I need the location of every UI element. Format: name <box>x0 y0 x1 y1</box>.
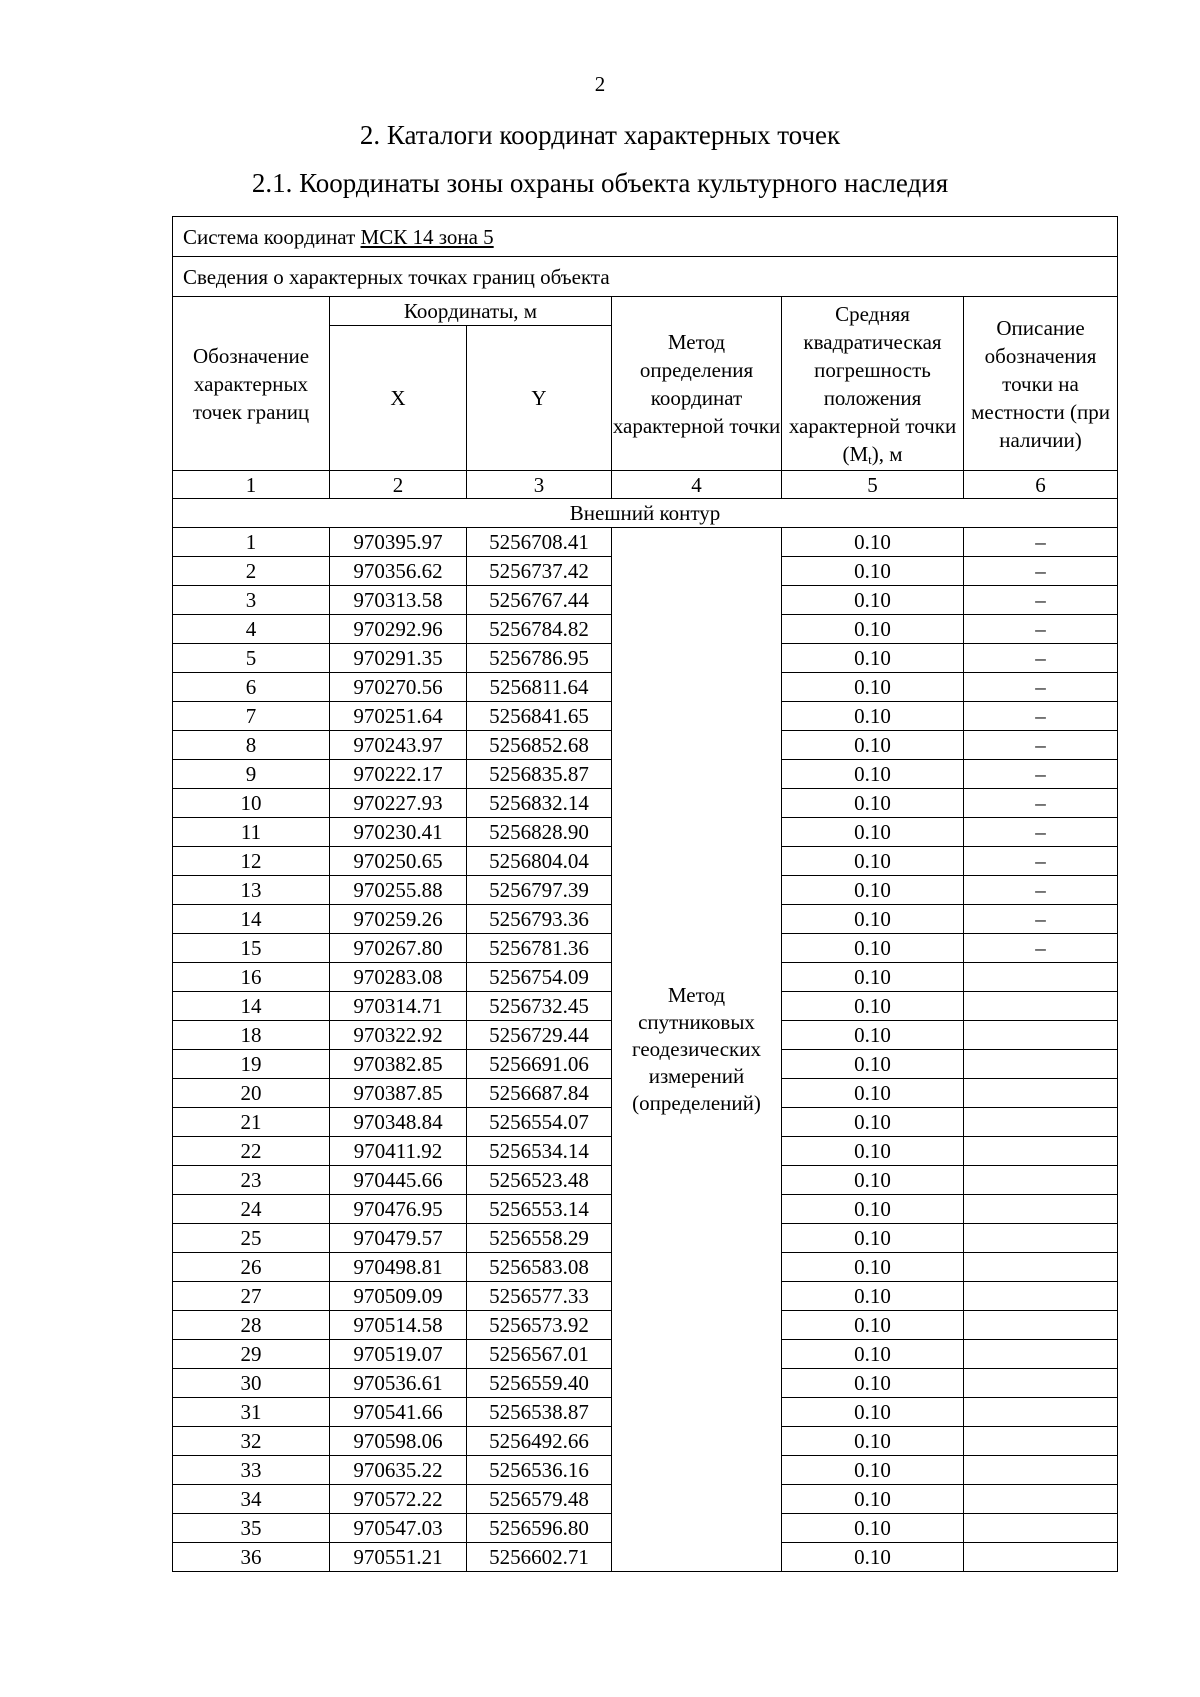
column-number: 5 <box>782 471 964 499</box>
coord-y: 5256835.87 <box>467 760 612 789</box>
point-description: – <box>964 876 1118 905</box>
point-number: 28 <box>173 1311 330 1340</box>
coord-x: 970411.92 <box>330 1137 467 1166</box>
error-value: 0.10 <box>782 1021 964 1050</box>
coord-x: 970313.58 <box>330 586 467 615</box>
coord-x: 970387.85 <box>330 1079 467 1108</box>
point-number: 24 <box>173 1195 330 1224</box>
error-value: 0.10 <box>782 1195 964 1224</box>
point-number: 3 <box>173 586 330 615</box>
coordinate-system-label: Система координат <box>183 224 356 249</box>
point-description: – <box>964 615 1118 644</box>
error-value: 0.10 <box>782 1137 964 1166</box>
point-description <box>964 1369 1118 1398</box>
point-number: 36 <box>173 1543 330 1572</box>
coord-x: 970509.09 <box>330 1282 467 1311</box>
error-value: 0.10 <box>782 1311 964 1340</box>
error-value: 0.10 <box>782 1224 964 1253</box>
error-value: 0.10 <box>782 702 964 731</box>
error-value: 0.10 <box>782 760 964 789</box>
coordinates-rows <box>173 528 1118 1572</box>
coord-x: 970395.97 <box>330 528 467 557</box>
coord-y: 5256691.06 <box>467 1050 612 1079</box>
point-description <box>964 1282 1118 1311</box>
point-number: 13 <box>173 876 330 905</box>
coord-y: 5256554.07 <box>467 1108 612 1137</box>
section-title: 2. Каталоги координат характерных точек <box>359 120 841 150</box>
header-error-subscript: t <box>868 451 872 467</box>
coord-x: 970479.57 <box>330 1224 467 1253</box>
coord-y: 5256567.01 <box>467 1340 612 1369</box>
coord-x: 970227.93 <box>330 789 467 818</box>
point-description <box>964 1543 1118 1572</box>
coord-y: 5256523.48 <box>467 1166 612 1195</box>
coord-y: 5256558.29 <box>467 1224 612 1253</box>
column-number: 6 <box>964 471 1118 499</box>
error-value: 0.10 <box>782 1050 964 1079</box>
coord-y: 5256553.14 <box>467 1195 612 1224</box>
header-error-text: Средняя квадратическая погрешность положения характерной точки (M <box>788 301 957 466</box>
point-description <box>964 1485 1118 1514</box>
coord-x: 970251.64 <box>330 702 467 731</box>
point-number: 29 <box>173 1340 330 1369</box>
point-description <box>964 1311 1118 1340</box>
point-number: 25 <box>173 1224 330 1253</box>
header-y: Y <box>467 326 612 471</box>
coord-y: 5256754.09 <box>467 963 612 992</box>
point-description <box>964 1253 1118 1282</box>
header-error <box>782 297 964 471</box>
error-value: 0.10 <box>782 731 964 760</box>
coord-x: 970519.07 <box>330 1340 467 1369</box>
error-value: 0.10 <box>782 1543 964 1572</box>
point-description: – <box>964 760 1118 789</box>
coord-x: 970536.61 <box>330 1369 467 1398</box>
point-description: – <box>964 789 1118 818</box>
point-number: 18 <box>173 1021 330 1050</box>
point-number: 14 <box>173 905 330 934</box>
coord-x: 970270.56 <box>330 673 467 702</box>
point-description <box>964 1166 1118 1195</box>
point-number: 15 <box>173 934 330 963</box>
point-number: 14 <box>173 992 330 1021</box>
coord-x: 970250.65 <box>330 847 467 876</box>
header-error-unit: ), м <box>871 441 903 466</box>
point-description <box>964 1456 1118 1485</box>
point-description <box>964 1195 1118 1224</box>
coord-y: 5256708.41 <box>467 528 612 557</box>
coord-x: 970255.88 <box>330 876 467 905</box>
subsection-title: 2.1. Координаты зоны охраны объекта культурного наследия <box>251 168 949 198</box>
coord-x: 970572.22 <box>330 1485 467 1514</box>
coord-y: 5256767.44 <box>467 586 612 615</box>
coord-x: 970259.26 <box>330 905 467 934</box>
coord-x: 970551.21 <box>330 1543 467 1572</box>
error-value: 0.10 <box>782 586 964 615</box>
error-value: 0.10 <box>782 934 964 963</box>
error-value: 0.10 <box>782 1456 964 1485</box>
point-number: 5 <box>173 644 330 673</box>
point-description <box>964 1137 1118 1166</box>
column-number: 3 <box>467 471 612 499</box>
coord-y: 5256729.44 <box>467 1021 612 1050</box>
error-value: 0.10 <box>782 1398 964 1427</box>
coord-x: 970476.95 <box>330 1195 467 1224</box>
error-value: 0.10 <box>782 1253 964 1282</box>
coord-x: 970635.22 <box>330 1456 467 1485</box>
coord-y: 5256538.87 <box>467 1398 612 1427</box>
coord-x: 970498.81 <box>330 1253 467 1282</box>
coord-x: 970230.41 <box>330 818 467 847</box>
coordinates-table <box>172 216 1118 1572</box>
error-value: 0.10 <box>782 1427 964 1456</box>
error-value: 0.10 <box>782 1108 964 1137</box>
points-info-cell: Сведения о характерных точках границ объекта <box>173 257 1118 297</box>
point-description: – <box>964 934 1118 963</box>
point-number: 2 <box>173 557 330 586</box>
coord-x: 970541.66 <box>330 1398 467 1427</box>
coord-y: 5256784.82 <box>467 615 612 644</box>
coord-y: 5256811.64 <box>467 673 612 702</box>
coord-y: 5256797.39 <box>467 876 612 905</box>
coord-y: 5256536.16 <box>467 1456 612 1485</box>
error-value: 0.10 <box>782 905 964 934</box>
point-number: 8 <box>173 731 330 760</box>
point-number: 21 <box>173 1108 330 1137</box>
coord-y: 5256786.95 <box>467 644 612 673</box>
point-description: – <box>964 731 1118 760</box>
point-description <box>964 1340 1118 1369</box>
coord-y: 5256492.66 <box>467 1427 612 1456</box>
coord-y: 5256832.14 <box>467 789 612 818</box>
coord-x: 970322.92 <box>330 1021 467 1050</box>
column-number: 1 <box>173 471 330 499</box>
error-value: 0.10 <box>782 557 964 586</box>
coord-y: 5256841.65 <box>467 702 612 731</box>
coord-x: 970267.80 <box>330 934 467 963</box>
point-number: 4 <box>173 615 330 644</box>
point-number: 22 <box>173 1137 330 1166</box>
point-number: 31 <box>173 1398 330 1427</box>
coord-y: 5256583.08 <box>467 1253 612 1282</box>
point-description <box>964 1079 1118 1108</box>
header-method: Метод определения координат характерной точки <box>612 297 782 471</box>
point-number: 34 <box>173 1485 330 1514</box>
column-number: 2 <box>330 471 467 499</box>
point-description: – <box>964 673 1118 702</box>
coord-x: 970382.85 <box>330 1050 467 1079</box>
error-value: 0.10 <box>782 1514 964 1543</box>
point-description: – <box>964 557 1118 586</box>
error-value: 0.10 <box>782 963 964 992</box>
coord-y: 5256579.48 <box>467 1485 612 1514</box>
coord-y: 5256732.45 <box>467 992 612 1021</box>
coord-y: 5256793.36 <box>467 905 612 934</box>
point-description: – <box>964 847 1118 876</box>
point-number: 6 <box>173 673 330 702</box>
point-number: 12 <box>173 847 330 876</box>
point-number: 16 <box>173 963 330 992</box>
point-description: – <box>964 528 1118 557</box>
point-description <box>964 1398 1118 1427</box>
error-value: 0.10 <box>782 644 964 673</box>
coord-y: 5256534.14 <box>467 1137 612 1166</box>
point-number: 7 <box>173 702 330 731</box>
coord-y: 5256577.33 <box>467 1282 612 1311</box>
error-value: 0.10 <box>782 1079 964 1108</box>
coordinate-system-value: МСК 14 зона 5 <box>360 224 494 249</box>
point-number: 1 <box>173 528 330 557</box>
coord-x: 970598.06 <box>330 1427 467 1456</box>
point-number: 23 <box>173 1166 330 1195</box>
point-description <box>964 1021 1118 1050</box>
error-value: 0.10 <box>782 847 964 876</box>
header-designation: Обозначение характерных точек границ <box>173 297 330 471</box>
point-description: – <box>964 702 1118 731</box>
point-number: 10 <box>173 789 330 818</box>
coord-y: 5256687.84 <box>467 1079 612 1108</box>
error-value: 0.10 <box>782 1340 964 1369</box>
table-row <box>173 528 1118 557</box>
point-number: 11 <box>173 818 330 847</box>
error-value: 0.10 <box>782 528 964 557</box>
page-number: 2 <box>594 72 606 96</box>
point-number: 26 <box>173 1253 330 1282</box>
coord-x: 970243.97 <box>330 731 467 760</box>
coord-y: 5256559.40 <box>467 1369 612 1398</box>
point-description: – <box>964 818 1118 847</box>
coord-y: 5256828.90 <box>467 818 612 847</box>
point-number: 30 <box>173 1369 330 1398</box>
error-value: 0.10 <box>782 615 964 644</box>
point-description: – <box>964 586 1118 615</box>
point-number: 9 <box>173 760 330 789</box>
point-number: 32 <box>173 1427 330 1456</box>
header-x: X <box>330 326 467 471</box>
contour-label: Внешний контур <box>173 499 1118 528</box>
coord-x: 970445.66 <box>330 1166 467 1195</box>
coord-x: 970283.08 <box>330 963 467 992</box>
point-number: 33 <box>173 1456 330 1485</box>
point-description: – <box>964 644 1118 673</box>
point-number: 20 <box>173 1079 330 1108</box>
header-description: Описание обозначения точки на местности (при наличии) <box>964 297 1118 471</box>
point-description <box>964 1108 1118 1137</box>
coord-x: 970547.03 <box>330 1514 467 1543</box>
error-value: 0.10 <box>782 876 964 905</box>
coord-x: 970222.17 <box>330 760 467 789</box>
error-value: 0.10 <box>782 992 964 1021</box>
point-description <box>964 1050 1118 1079</box>
error-value: 0.10 <box>782 818 964 847</box>
coord-x: 970291.35 <box>330 644 467 673</box>
error-value: 0.10 <box>782 673 964 702</box>
error-value: 0.10 <box>782 1166 964 1195</box>
error-value: 0.10 <box>782 1485 964 1514</box>
point-description <box>964 963 1118 992</box>
method-cell: Метод спутниковых геодезических измерений (определений) <box>612 528 782 1572</box>
point-description <box>964 1224 1118 1253</box>
error-value: 0.10 <box>782 789 964 818</box>
coord-y: 5256781.36 <box>467 934 612 963</box>
coord-x: 970292.96 <box>330 615 467 644</box>
coord-y: 5256852.68 <box>467 731 612 760</box>
coord-x: 970314.71 <box>330 992 467 1021</box>
point-number: 27 <box>173 1282 330 1311</box>
point-description <box>964 1427 1118 1456</box>
coord-x: 970356.62 <box>330 557 467 586</box>
point-description <box>964 992 1118 1021</box>
point-description: – <box>964 905 1118 934</box>
coord-y: 5256596.80 <box>467 1514 612 1543</box>
point-number: 19 <box>173 1050 330 1079</box>
coord-y: 5256804.04 <box>467 847 612 876</box>
coordinate-system-cell <box>173 217 1118 257</box>
column-number: 4 <box>612 471 782 499</box>
error-value: 0.10 <box>782 1369 964 1398</box>
coord-x: 970348.84 <box>330 1108 467 1137</box>
error-value: 0.10 <box>782 1282 964 1311</box>
coord-y: 5256737.42 <box>467 557 612 586</box>
coord-x: 970514.58 <box>330 1311 467 1340</box>
point-number: 35 <box>173 1514 330 1543</box>
coord-y: 5256573.92 <box>467 1311 612 1340</box>
coord-y: 5256602.71 <box>467 1543 612 1572</box>
header-coordinates: Координаты, м <box>330 297 612 326</box>
point-description <box>964 1514 1118 1543</box>
